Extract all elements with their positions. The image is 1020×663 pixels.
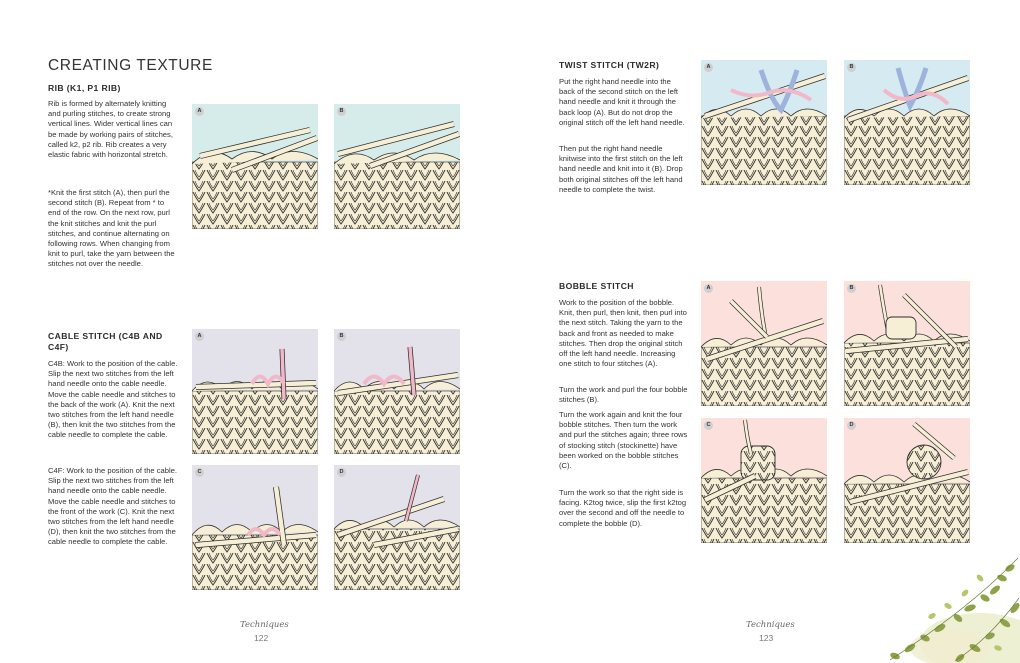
bobble-paragraph-3: Turn the work again and knit the four bobble stitches. Then turn the work and purl the stitches again; three rows of stocking stitch (stockinette) have been worked on the bobble stitches (C).: [559, 410, 688, 471]
bobble-paragraph-4: Turn the work so that the right side is facing. K2tog twice, slip the first k2tog over the second and off the needle to complete the bobble (D).: [559, 488, 687, 528]
foliage-decoration: [820, 548, 1020, 663]
bobble-paragraph-2: Turn the work and purl the four bobble stitches (B).: [559, 385, 688, 405]
knit-illustration: [701, 281, 827, 406]
rib-paragraph-1: Rib is formed by alternately knitting and purling stitches, to create strong vertical lines. Wider vertical lines can be made by working pairs of stitches, called k2, p2 rib. Rib creates a very elastic fabric with horizontal stretch.: [48, 99, 173, 160]
footer-section-label: Techniques: [240, 620, 289, 630]
cable-heading: CABLE STITCH (C4B AND C4F): [48, 331, 163, 352]
cable-paragraph-2: C4F: Work to the position of the cable. Slip the next two stitches from the left hand needle onto the cable needle. Move the cable needle and stitches to the front of the work (C). Knit the next two stitches from the left hand needle (D), then knit the two stitches from the cable needle to complete the cable.: [48, 466, 178, 547]
bobble-illustration-c: [701, 418, 827, 543]
twist-heading: TWIST STITCH (TW2R): [559, 60, 660, 70]
right-page: [510, 0, 1020, 663]
knit-illustration: [334, 104, 460, 229]
figure-label-d: D: [847, 421, 856, 430]
knit-illustration: [334, 329, 460, 454]
figure-label-a: A: [195, 107, 204, 116]
figure-label-c: C: [704, 421, 713, 430]
cable-illustration-a: [192, 329, 318, 454]
figure-label-b: B: [337, 332, 346, 341]
knit-illustration: [192, 465, 318, 590]
page-number: 123: [759, 633, 774, 643]
figure-label-a: A: [704, 284, 713, 293]
rib-illustration-b: [334, 104, 460, 229]
figure-label-b: B: [337, 107, 346, 116]
bobble-illustration-b: [844, 281, 970, 406]
cable-paragraph-1: C4B: Work to the position of the cable. Slip the next two stitches from the left hand needle onto the cable needle. Move the cable needle and stitches to the back of the work (A). Knit the next two stitches from the left hand needle (B), then knit the two stitches from the cable needle to complete the cable.: [48, 359, 178, 440]
rib-paragraph-2: *Knit the first stitch (A), then purl the second stitch (B). Repeat from * to end of the row. On the next row, purl the knit stitches and knit the purl stitches, and continue alternating on following rows. When changing from knit to purl, take the yarn between the stitches not over the needle.: [48, 188, 175, 269]
bobble-illustration-d: [844, 418, 970, 543]
knit-illustration: [701, 60, 827, 185]
twist-illustration-a: [701, 60, 827, 185]
bobble-illustration-a: [701, 281, 827, 406]
knit-illustration: [334, 465, 460, 590]
knit-illustration: [192, 104, 318, 229]
knit-illustration: [844, 418, 970, 543]
cable-illustration-b: [334, 329, 460, 454]
twist-illustration-b: [844, 60, 970, 185]
figure-label-b: B: [847, 63, 856, 72]
cable-illustration-d: [334, 465, 460, 590]
figure-label-a: A: [195, 332, 204, 341]
knit-illustration: [701, 418, 827, 543]
knit-illustration: [192, 329, 318, 454]
page-title: CREATING TEXTURE: [48, 57, 213, 74]
twist-paragraph-1: Put the right hand needle into the back of the second stitch on the left hand needle and knit it through the back loop (A). But do not drop the original stitch off the left hand needle.: [559, 77, 685, 127]
footer-section-label: Techniques: [746, 620, 795, 630]
figure-label-d: D: [337, 468, 346, 477]
figure-label-a: A: [704, 63, 713, 72]
knit-illustration: [844, 60, 970, 185]
rib-illustration-a: [192, 104, 318, 229]
rib-heading: RIB (K1, P1 RIB): [48, 83, 121, 93]
cable-illustration-c: [192, 465, 318, 590]
bobble-paragraph-1: Work to the position of the bobble. Knit, then purl, then knit, then purl into the next stitch. Taking the yarn to the back and front as needed to make stitches. Then drop the original stitch off the left hand needle. Increasing one stitch to four stitches (A).: [559, 298, 687, 369]
figure-label-c: C: [195, 468, 204, 477]
bobble-heading: BOBBLE STITCH: [559, 281, 634, 291]
page-number: 122: [254, 633, 269, 643]
twist-paragraph-2: Then put the right hand needle knitwise into the first stitch on the left hand needle and knit into it (B). Drop both original stitches off the left hand needle to complete the twist.: [559, 144, 683, 194]
figure-label-b: B: [847, 284, 856, 293]
knit-illustration: [844, 281, 970, 406]
